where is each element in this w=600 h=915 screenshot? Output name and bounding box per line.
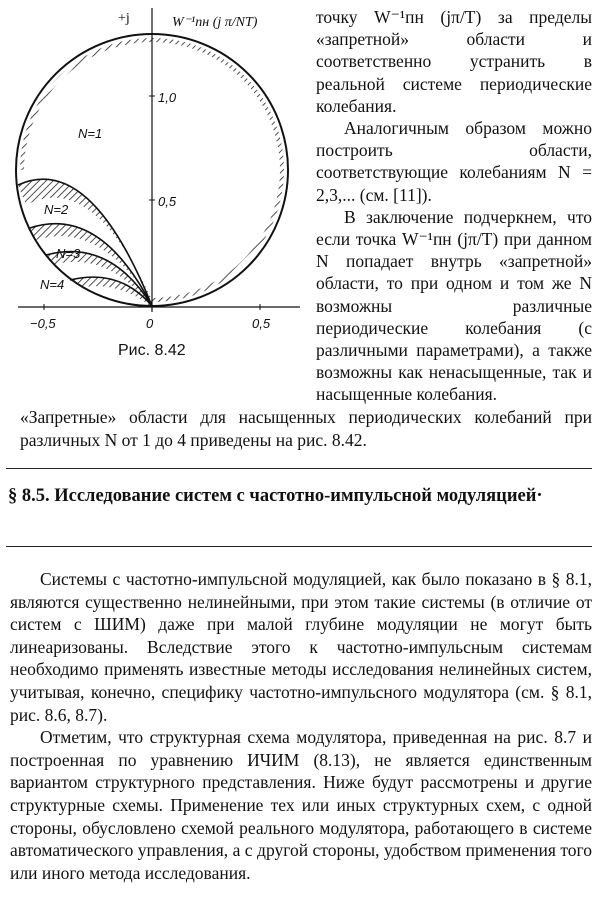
n1-hatch-left (20, 38, 152, 170)
x-tick-label-neg: −0,5 (30, 316, 56, 331)
imag-axis-label: +j (118, 11, 130, 26)
figure-reference-paragraph: «Запретные» области для насыщенных периодических колебаний при различных N от 1 до 4 приведены на рис. 8.42. (20, 407, 592, 450)
function-label: W⁻¹пн (j π/NT) (172, 15, 258, 30)
body-text (10, 568, 592, 884)
section-rule-bottom (6, 546, 592, 547)
region-label-n1: N=1 (78, 126, 103, 141)
x-tick-label-pos: 0,5 (252, 316, 271, 331)
region-label-n4: N=4 (40, 277, 65, 292)
section-rule-top (6, 468, 592, 469)
section-heading: § 8.5. Исследование систем с частотно-импульсной модуляцией· (8, 486, 543, 506)
region-label-n3: N=3 (56, 246, 81, 261)
column-paragraph-3: В заключение подчеркнем, что если точка W⁻¹пн (jπ/T) при данном N попадает внутрь «запретной» области, то при одном и том же N возможны различные периодические колебания (с различными параметрами), а также возможны как ненасыщенные, так и насыщенные колебания. (316, 206, 592, 405)
n1-hatch-right (152, 38, 284, 302)
column-paragraph-2: Аналогичным образом можно построить области, соответствующие колебаниям N = 2,3,... (см. [11]). (316, 118, 592, 205)
column-paragraph-1: точку W⁻¹пн (jπ/T) за пределы «запретной» области и соответственно устранить в реальной системе периодические колебания. (316, 7, 592, 116)
figure-caption: Рис. 8.42 (118, 342, 186, 359)
body-paragraph-1: Системы с частотно-импульсной модуляцией, как было показано в § 8.1, являются существенно нелинейными, при этом такие системы (в отличие от систем с ШИМ) даже при малой глубине модуляции не могут быть линеаризованы. Вследствие этого к частотно-импульсным системам необходимо применять известные методы исследования нелинейных систем, учитывая, конечно, специфику частотно-импульсного модулятора (см. § 8.1, рис. 8.6, 8.7). (10, 569, 592, 725)
figure-8-42 (0, 0, 310, 340)
body-paragraph-2: Отметим, что структурная схема модулятора, приведенная на рис. 8.7 и построенная по уравнению ИЧИМ (8.13), не является единственным вариантом структурного представления. Ниже будут рассмотрены и другие структурные схемы. Применение тех или иных структурных схем, с одной стороны, обусловлено схемой реального модулятора, работающего в системе автоматического управления, а с другой стороны, удобством применения того или иного метода исследования. (10, 727, 592, 883)
x-tick-label-zero: 0 (146, 316, 154, 331)
region-label-n2: N=2 (44, 202, 69, 217)
y-tick-label-05: 0,5 (158, 194, 177, 209)
right-column-text (316, 6, 592, 406)
y-tick-label-1: 1,0 (158, 90, 177, 105)
